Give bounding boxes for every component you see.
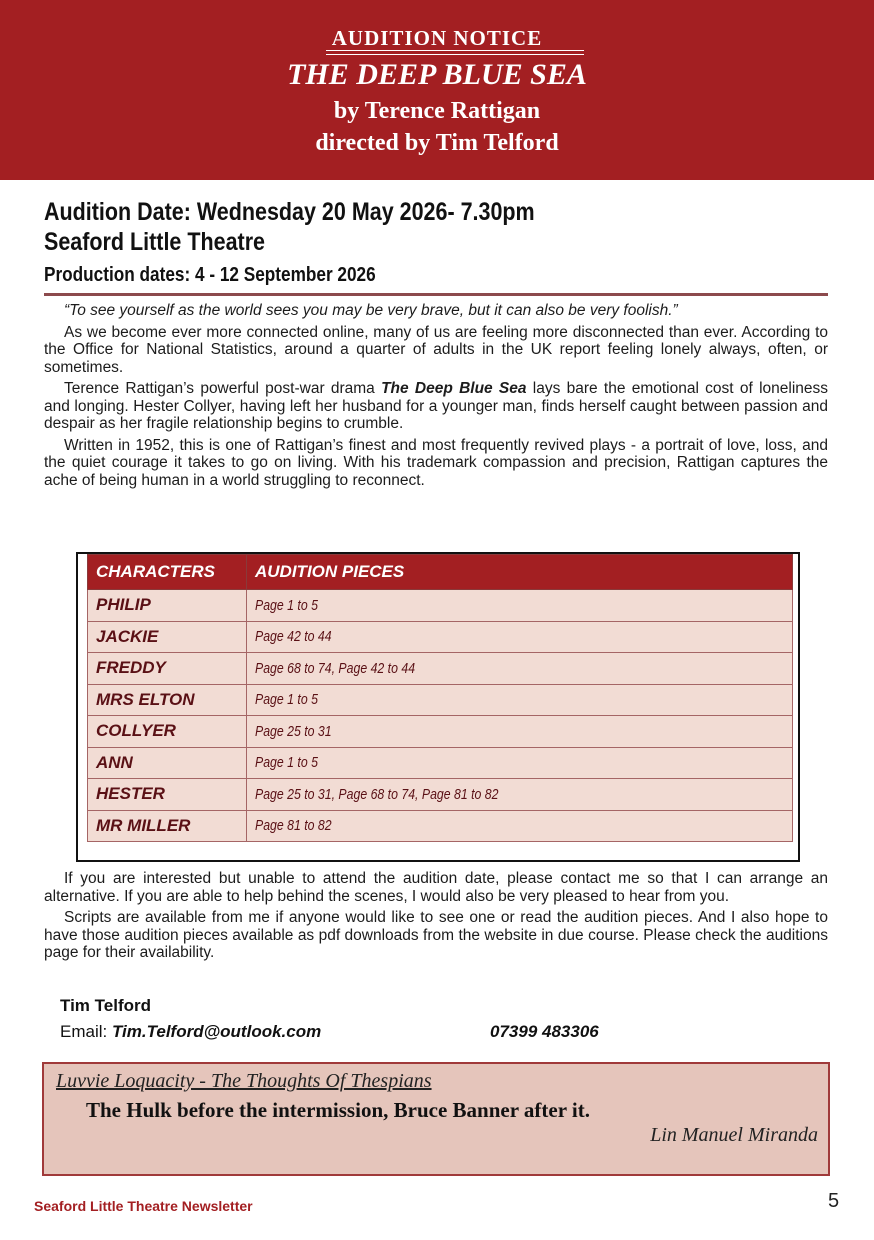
quote-box-title: Luvvie Loquacity - The Thoughts Of Thespians bbox=[56, 1070, 432, 1092]
pieces-text: Page 1 to 5 bbox=[255, 596, 318, 614]
audition-pieces bbox=[247, 621, 793, 653]
header-banner bbox=[0, 0, 874, 180]
play-title: THE DEEP BLUE SEA bbox=[287, 58, 587, 91]
contact-email-line bbox=[60, 1022, 321, 1042]
header-audition-pieces: AUDITION PIECES bbox=[247, 555, 793, 590]
newsletter-footer: Seaford Little Theatre Newsletter bbox=[34, 1198, 253, 1214]
table-row bbox=[88, 747, 793, 779]
intro-quote: “To see yourself as the world sees you may be very brave, but it can also be very foolish.” bbox=[64, 302, 678, 319]
table-row bbox=[88, 590, 793, 622]
intro-text bbox=[44, 302, 828, 493]
outro-paragraph-2: Scripts are available from me if anyone would like to see one or read the audition pieces. And I also hope to have those audition pieces available as pdf downloads from the website in due course. Please check the auditions page for their availability. bbox=[44, 909, 828, 961]
header-characters: CHARACTERS bbox=[88, 555, 247, 590]
table-row bbox=[88, 779, 793, 811]
outro-paragraph-1: If you are interested but unable to attend the audition date, please contact me so that I can arrange an alternative. If you are able to help behind the scenes, I would also be very pleased to hear from you. bbox=[44, 870, 828, 905]
character-name: COLLYER bbox=[88, 716, 247, 748]
table-row bbox=[88, 810, 793, 842]
contact-phone: 07399 483306 bbox=[490, 1022, 599, 1041]
character-name: JACKIE bbox=[88, 621, 247, 653]
pieces-text: Page 25 to 31, Page 68 to 74, Page 81 to 82 bbox=[255, 785, 499, 803]
notice-underline-2 bbox=[326, 54, 584, 55]
table-row bbox=[88, 716, 793, 748]
table-row bbox=[88, 621, 793, 653]
email-label: Email: bbox=[60, 1022, 112, 1041]
pieces-text: Page 1 to 5 bbox=[255, 691, 318, 709]
character-name: ANN bbox=[88, 747, 247, 779]
audition-table-frame bbox=[76, 552, 800, 862]
table-row bbox=[88, 684, 793, 716]
audition-pieces bbox=[247, 684, 793, 716]
audition-notice-label: AUDITION NOTICE bbox=[331, 26, 543, 50]
para2-rest: lays bare the emotional cost of loneliness and longing. Hester Collyer, having left her husband for a younger man, finds herself caught between passion and despair as her fragile relationship begins to crumble. bbox=[44, 380, 829, 432]
intro-paragraph-1: As we become ever more connected online, many of us are feeling more disconnected than ever. According to the Office for National Statistics, around a quarter of adults in the UK report feeling lonely always, often, or sometimes. bbox=[44, 323, 828, 376]
notice-underline bbox=[326, 50, 584, 51]
intro-paragraph-2 bbox=[44, 380, 828, 433]
table-row bbox=[88, 653, 793, 685]
page-number: 5 bbox=[828, 1190, 840, 1212]
pieces-text: Page 1 to 5 bbox=[255, 754, 318, 772]
pieces-text: Page 81 to 82 bbox=[255, 817, 332, 835]
character-name: PHILIP bbox=[88, 590, 247, 622]
character-name: HESTER bbox=[88, 779, 247, 811]
audition-pieces bbox=[247, 810, 793, 842]
quote-text: The Hulk before the intermission, Bruce Banner after it. bbox=[86, 1098, 590, 1122]
character-name: FREDDY bbox=[88, 653, 247, 685]
play-director: directed by Tim Telford bbox=[315, 130, 559, 156]
audition-pieces bbox=[247, 653, 793, 685]
audition-table bbox=[87, 554, 793, 842]
audition-venue: Seaford Little Theatre bbox=[44, 228, 266, 256]
pieces-text: Page 25 to 31 bbox=[255, 722, 332, 740]
audition-date: Audition Date: Wednesday 20 May 2026- 7.30pm bbox=[44, 198, 535, 226]
section-divider bbox=[44, 293, 828, 296]
play-author: by Terence Rattigan bbox=[333, 98, 541, 124]
contact-email-link[interactable]: Tim.Telford@outlook.com bbox=[111, 1022, 322, 1041]
audition-pieces bbox=[247, 716, 793, 748]
audition-pieces bbox=[247, 747, 793, 779]
contact-name: Tim Telford bbox=[60, 996, 151, 1015]
pieces-text: Page 68 to 74, Page 42 to 44 bbox=[255, 659, 416, 677]
thespian-quote-box bbox=[42, 1062, 830, 1176]
table-header-row bbox=[88, 555, 793, 590]
intro-paragraph-3: Written in 1952, this is one of Rattigan’s finest and most frequently revived plays - a portrait of love, loss, and the quiet courage it takes to go on living. With his trademark compassion and precision, Rattigan captures the ache of being human in a world struggling to reconnect. bbox=[44, 436, 828, 489]
outro-text bbox=[44, 870, 828, 966]
quote-author: Lin Manuel Miranda bbox=[650, 1124, 818, 1146]
pieces-text: Page 42 to 44 bbox=[255, 628, 332, 646]
play-title-inline: The Deep Blue Sea bbox=[381, 380, 527, 397]
character-name: MRS ELTON bbox=[88, 684, 247, 716]
audition-pieces bbox=[247, 779, 793, 811]
para2-lead: Terence Rattigan’s powerful post-war drama bbox=[64, 380, 382, 397]
audition-pieces bbox=[247, 590, 793, 622]
character-name: MR MILLER bbox=[88, 810, 247, 842]
production-dates: Production dates: 4 - 12 September 2026 bbox=[44, 264, 376, 286]
